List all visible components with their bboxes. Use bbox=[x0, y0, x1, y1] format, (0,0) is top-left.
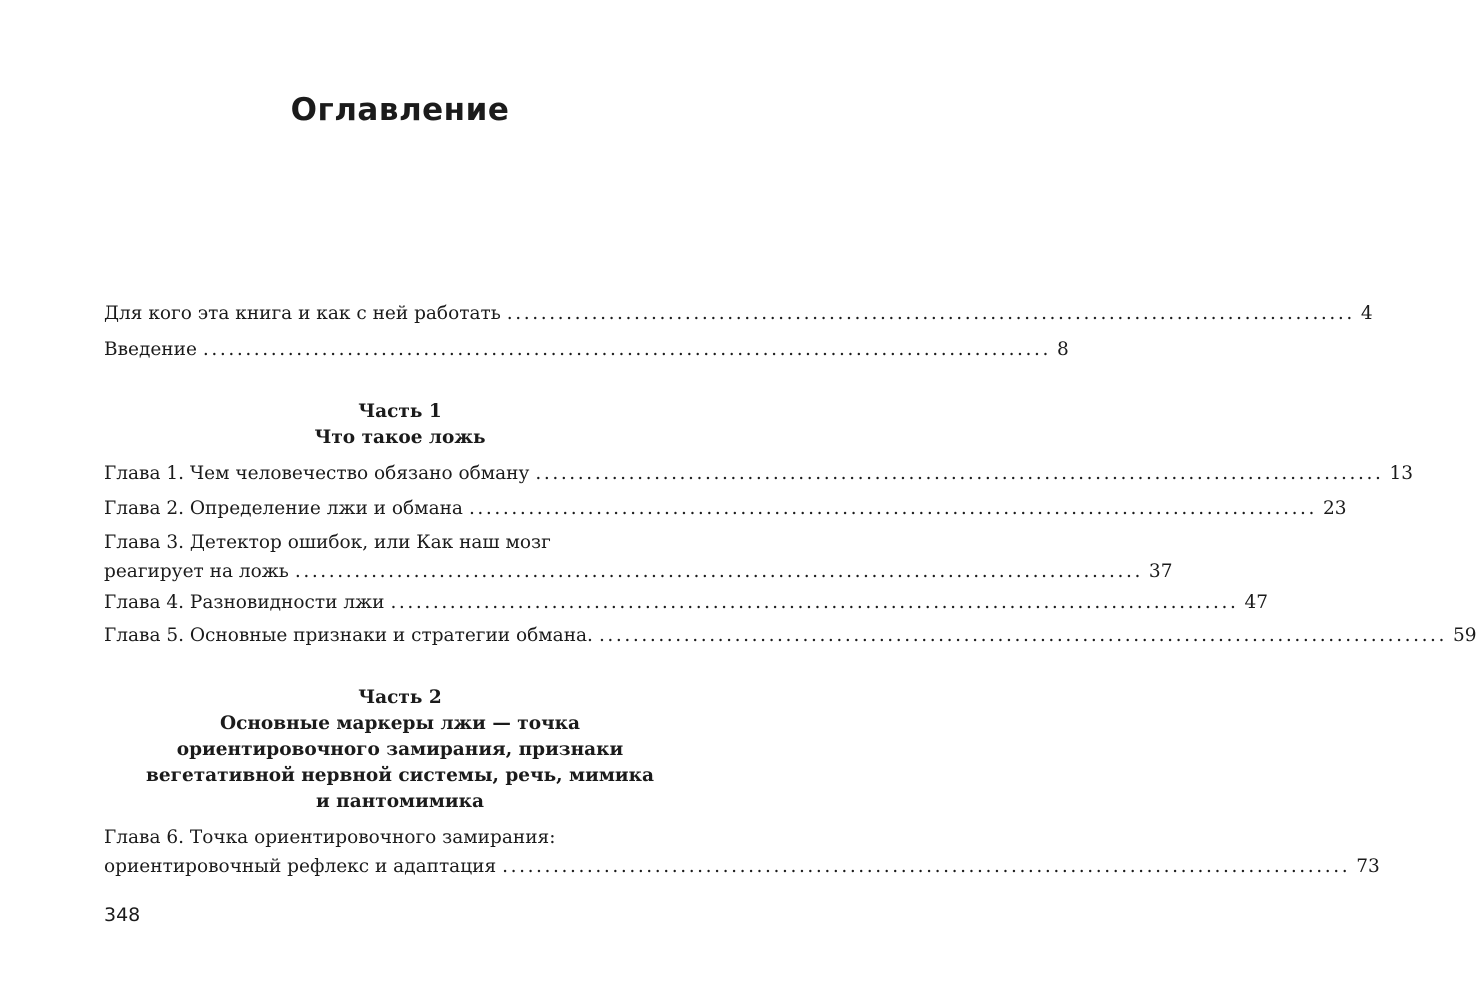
page-title: Оглавление bbox=[290, 92, 510, 128]
toc-entry-text: Для кого эта книга и как с ней работать bbox=[104, 303, 501, 324]
toc-entry-text: реагирует на ложь bbox=[104, 561, 289, 582]
leader-dots: .................................................................................................... bbox=[202, 339, 1051, 360]
part-1-heading bbox=[104, 399, 696, 451]
toc-entry-text: Глава 5. Основные признаки и стратегии обмана. bbox=[104, 625, 593, 646]
part-title-line: вегетативной нервной системы, речь, мимика bbox=[145, 765, 654, 786]
toc-page-number: 8 bbox=[1056, 339, 1069, 360]
leader-dots: .................................................................................................... bbox=[535, 463, 1384, 484]
part-title: Что такое ложь bbox=[314, 427, 486, 448]
toc-entry-chapter-3[interactable] bbox=[104, 528, 1173, 586]
leader-dots: .................................................................................................... bbox=[502, 856, 1351, 877]
toc-entry-for-whom[interactable] bbox=[104, 299, 1373, 328]
toc-entry-text: Глава 1. Чем человечество обязано обману bbox=[104, 463, 530, 484]
toc-page-number: 23 bbox=[1323, 498, 1347, 519]
toc-page-number: 37 bbox=[1148, 561, 1173, 582]
leader-dots: .................................................................................................... bbox=[390, 592, 1239, 613]
toc-entry-text: Глава 6. Точка ориентировочного замирания: bbox=[104, 827, 556, 848]
leader-dots: .................................................................................................... bbox=[598, 625, 1448, 646]
toc-entry-chapter-4[interactable] bbox=[104, 588, 1269, 617]
toc-entry-chapter-1[interactable] bbox=[104, 459, 1413, 488]
part-title-line: ориентировочного замирания, признаки bbox=[176, 739, 624, 760]
toc-page-number: 13 bbox=[1389, 463, 1413, 484]
toc-page-number: 47 bbox=[1244, 592, 1269, 613]
toc-entry-text: Введение bbox=[104, 339, 197, 360]
folio-page-number: 348 bbox=[104, 904, 141, 926]
leader-dots: .................................................................................................... bbox=[468, 498, 1318, 519]
toc-page-number: 73 bbox=[1356, 856, 1380, 877]
toc-entry-text: Глава 4. Разновидности лжи bbox=[104, 592, 385, 613]
part-label: Часть 1 bbox=[358, 401, 442, 422]
part-title-line: и пантомимика bbox=[316, 791, 484, 812]
part-label: Часть 2 bbox=[358, 687, 442, 708]
leader-dots: .................................................................................................... bbox=[294, 561, 1143, 582]
toc-entry-chapter-6[interactable] bbox=[104, 823, 1380, 881]
toc-entry-text: ориентировочный рефлекс и адаптация bbox=[104, 856, 497, 877]
toc-entry-text: Глава 3. Детектор ошибок, или Как наш мозг bbox=[104, 532, 551, 553]
part-2-heading bbox=[104, 685, 696, 815]
part-title-line: Основные маркеры лжи — точка bbox=[220, 713, 580, 734]
toc-entry-chapter-5[interactable] bbox=[104, 621, 1477, 650]
toc-entry-introduction[interactable] bbox=[104, 335, 1069, 364]
toc-page-number: 4 bbox=[1360, 303, 1373, 324]
toc-entry-text: Глава 2. Определение лжи и обмана bbox=[104, 498, 463, 519]
toc-page-number: 59 bbox=[1453, 625, 1477, 646]
toc-entry-chapter-2[interactable] bbox=[104, 494, 1347, 523]
leader-dots: .................................................................................................... bbox=[506, 303, 1355, 324]
